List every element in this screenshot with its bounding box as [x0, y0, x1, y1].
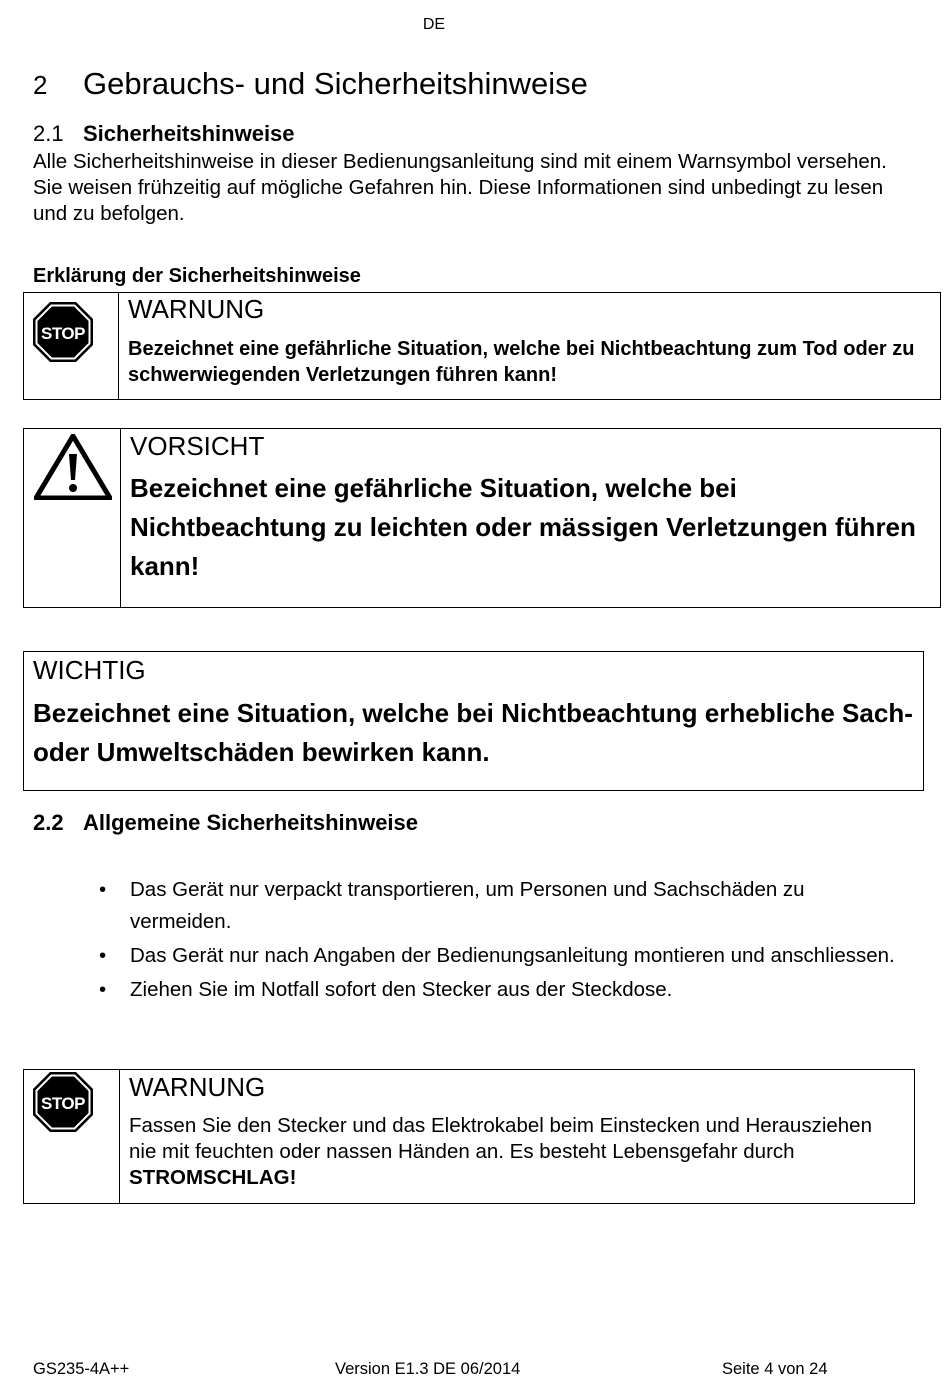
warnung-text: Bezeichnet eine gefährliche Situation, welche bei Nichtbeachtung zum Tod oder zu schwerwiegenden Verletzungen führen kann! [128, 338, 915, 386]
section-heading [33, 66, 588, 102]
warnung-text-cell [120, 293, 940, 399]
footer-version: Version E1.3 DE 06/2014 [335, 1360, 521, 1378]
wichtig-text: Bezeichnet eine Situation, welche bei Nichtbeachtung erhebliche Sach- oder Umweltschäden bewirken kann. [33, 698, 913, 767]
vorsicht-title: VORSICHT [130, 431, 265, 461]
list-item: • Ziehen Sie im Notfall sofort den Stecker aus der Steckdose. [96, 974, 906, 1006]
wichtig-box [23, 651, 924, 791]
bullet-icon: • [99, 978, 107, 1001]
list-item: • Das Gerät nur nach Angaben der Bedienungsanleitung montieren und anschliessen. [96, 940, 906, 972]
footer-page-number: Seite 4 von 24 [722, 1360, 828, 1378]
stop-sign-icon [32, 1071, 94, 1133]
footer-model: GS235-4A++ [33, 1360, 130, 1378]
vorsicht-text-cell [122, 429, 940, 607]
section-title: Gebrauchs- und Sicherheitshinweise [83, 66, 588, 101]
warnung-2-text-cell [121, 1070, 914, 1203]
warnung-icon-cell [24, 293, 119, 399]
explanation-heading: Erklärung der Sicherheitshinweise [33, 265, 361, 287]
subsection-title: Sicherheitshinweise [83, 121, 295, 146]
svg-text:STOP: STOP [41, 324, 85, 343]
subsection-title: Allgemeine Sicherheitshinweise [83, 810, 419, 835]
subsection-number: 2.1 [33, 121, 64, 146]
warnung-2-icon-cell [24, 1070, 120, 1203]
bullet-icon: • [99, 944, 107, 967]
warnung-box [23, 292, 941, 400]
stop-sign-icon [32, 301, 94, 363]
vorsicht-text: Bezeichnet eine gefährliche Situation, welche bei Nichtbeachtung zu leichten oder mässigen Verletzungen führen kann! [130, 473, 916, 581]
svg-text:STOP: STOP [41, 1094, 85, 1113]
subsection-heading-2-2 [33, 810, 418, 836]
section-number: 2 [33, 70, 48, 100]
warning-triangle-icon [34, 434, 112, 500]
intro-paragraph: Alle Sicherheitshinweise in dieser Bedienungsanleitung sind mit einem Warnsymbol versehen. Sie weisen frühzeitig auf mögliche Gefahren hin. Diese Informationen sind unbedingt zu lesen und zu befolgen. [33, 150, 887, 225]
warnung-box-2 [23, 1069, 915, 1204]
vorsicht-icon-cell [24, 429, 121, 607]
language-code: DE [422, 16, 446, 33]
warnung-title: WARNUNG [128, 294, 265, 324]
general-safety-list [96, 874, 906, 1008]
vorsicht-box [23, 428, 941, 608]
wichtig-title: WICHTIG [33, 655, 146, 685]
bullet-icon: • [99, 878, 107, 901]
subsection-number: 2.2 [33, 810, 64, 835]
subsection-heading-2-1 [33, 121, 295, 147]
warnung-2-title: WARNUNG [129, 1072, 266, 1102]
list-item: • Das Gerät nur verpackt transportieren, um Personen und Sachschäden zu vermeiden. [96, 874, 906, 938]
electric-shock-emphasis: STROMSCHLAG! [129, 1166, 297, 1189]
warnung-2-text: Fassen Sie den Stecker und das Elektrokabel beim Einstecken und Herausziehen nie mit feuchten oder nassen Händen an. Es besteht Lebensgefahr durch STROMSCHLAG! [129, 1114, 872, 1189]
